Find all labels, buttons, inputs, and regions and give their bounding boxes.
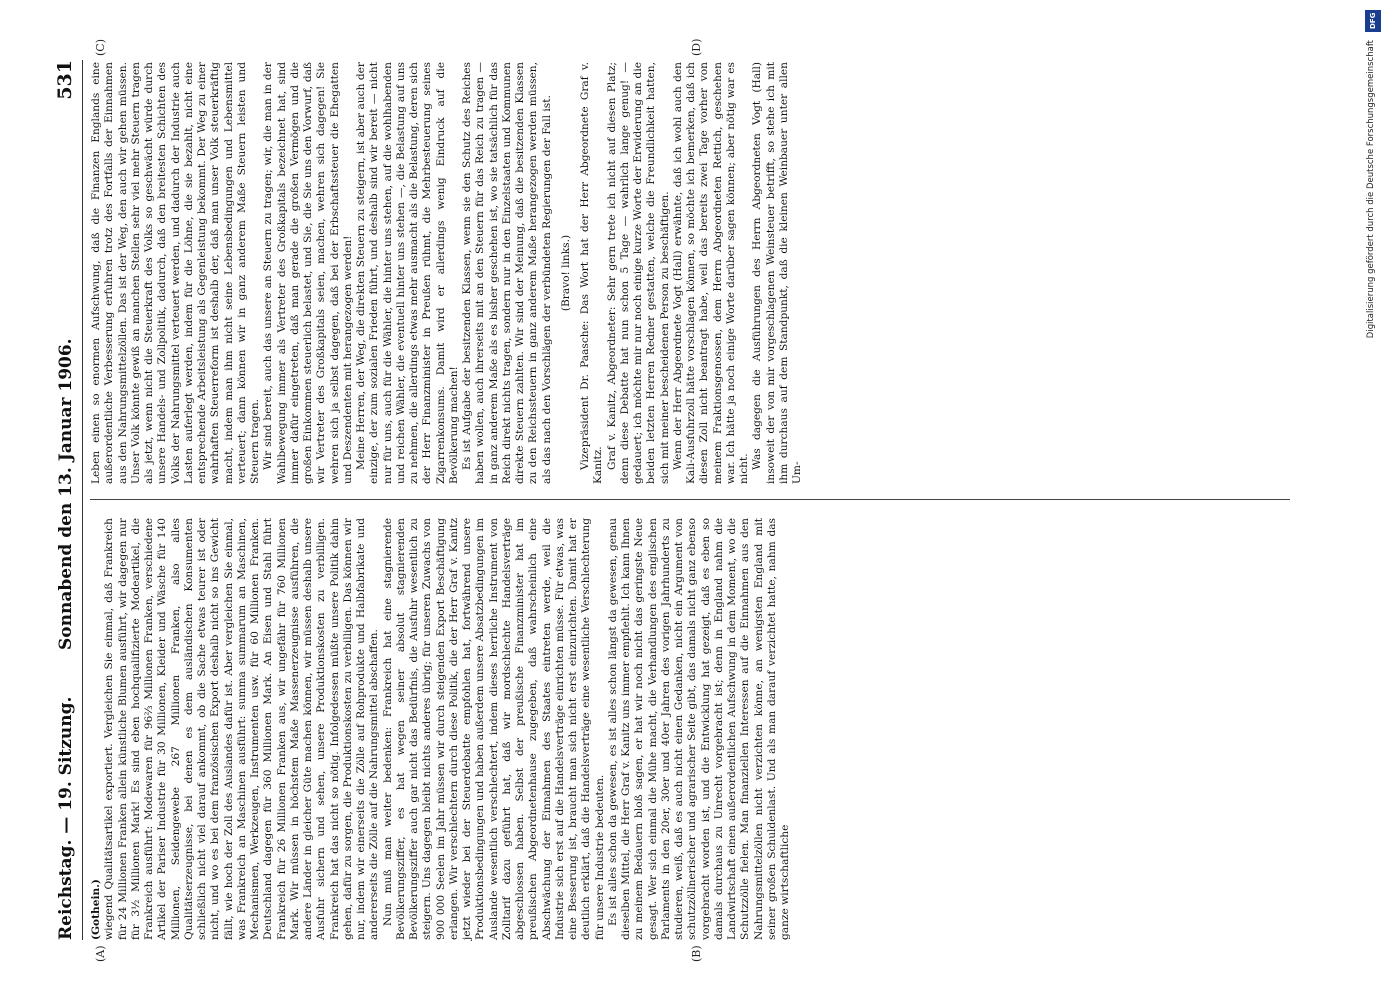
paragraph: Wenn der Herr Abgeordnete Vogt (Hall) erwähnte, daß ich wohl auch den Kali-Ausfuhrzoll hätte vorschlagen können, so möchte ich bemerken, daß ich diesen Zoll nicht beantragt habe, weil das bereits zwei Tage vorher von meinem Fraktionsgenossen, dem Herrn Abgeordneten Rettich, geschehen war. Ich hätte ja noch einige Worte darüber sagen können; aber nötig war es nicht. <box>671 62 750 484</box>
paragraph: Leben einen so enormen Aufschwung, daß die Finanzen Englands eine außerordentliche Verbesserung erfuhren trotz des Fortfalls der Einnahmen aus den Nahrungsmittelzöllen. Das ist der Weg, den auch wir gehen müssen. Unser Volk könnte gewiß an manchen Stellen sehr viel mehr Steuern tragen als jetzt, wenn nicht die Steuerkraft des Volks so geschwächt würde durch unsere Handels- und Zollpolitik, dadurch, daß den breitesten Schichten des Volks der Nahrungsmittel verteuert werden, und dadurch der Industrie auch Lasten auferlegt werden, indem für die Löhne, die sie bezahlt, nicht eine entsprechende Arbeitsleistung als Gegenleistung bekommt. Der Weg zu einer wahrhaften Steuerreform ist deshalb der, daß man unser Volk steuerkräftig macht, indem man ihm nicht seine Lebensbedingungen und Lebensmittel verteuert; dann können wir in ganz anderem Maße Steuern leisten und Steuern tragen. <box>90 62 261 484</box>
column-left <box>90 518 792 940</box>
paragraph: Meine Herren, der Weg, die direkten Steuern zu steigern, ist aber auch der einzige, der zum sozialen Frieden führt, und deshalb sind wir bereit — nicht nur für uns, auch für die Wähler, die hinter uns stehen, auf die wohlhabenden und reichen Wähler, die eventuell hinter uns stehen —, die Belastung auf uns zu nehmen, die allerdings etwas mehr ausmacht als die Belastung, deren sich der Herr Finanzminister in Preußen rühmt, die Mehrbesteuerung seines Zigarrenkonsums. Damit wird er allerdings wenig Eindruck auf die Bevölkerung machen! <box>355 62 460 484</box>
margin-mark-c: (C) <box>94 39 107 56</box>
margin-mark-a: (A) <box>94 945 107 962</box>
page-number: 531 <box>54 60 76 100</box>
paragraph: Es ist Aufgabe der besitzenden Klassen, wenn sie den Schutz des Reiches haben wollen, auch ihrerseits mit an den Steuern für das Reich zu tragen — in ganz anderem Maße als es bisher geschehen ist, wo sie tatsächlich für das Reich direkt nichts tragen, sondern nur in den Einzelstaaten und Kommunen direkte Steuern zahlten. Wir sind der Meinung, daß die besitzenden Klassen zu den Reichssteuern in ganz anderem Maße herangezogen werden müssen, als das nach den Vorschlägen der verbündeten Regierungen der Fall ist. <box>461 62 553 484</box>
header-rule <box>82 60 83 940</box>
paragraph: Wir sind bereit, auch das unsere an Steuern zu tragen; wir, die man in der Wahlbewegung immer als Vertreter des Großkapitals bezeichnet hat, sind immer dafür eingetreten, daß man gerade die großen Vermögen und die großen Einkommen steuerlich belastet, und Sie, die Sie uns den Vorwurf, daß wir Vertreter des Großkapitals seien, machen, wehren sich dagegen! Sie wehren sich ja selbst dagegen, daß bei der Erbschaftssteuer die Ehegatten und Deszendenten mit herangezogen werden! <box>262 62 354 484</box>
paragraph: Es ist alles schon da gewesen, es ist alles schon längst da gewesen, genau dieselben Mittel, die Herr Graf v. Kanitz uns immer empfiehlt. Ich kann Ihnen zu meinem Bedauern bloß sagen, er hat wir noch nicht das geringste Neue gesagt. Wer sich einmal die Mühe macht, die Verhandlungen des englischen Parlaments in den 20er, 30er und 40er Jahren des vorigen Jahrhunderts zu studieren, weiß, daß es auch nicht einen Gedanken, nicht ein Argument von schutzzöllnerischer und agrarischer Seite gibt, das damals nicht ganz ebenso vorgebracht worden ist, und die Entwicklung hat gezeigt, daß es eben so damals durchaus zu Unrecht vorgebracht ist; denn in England nahm die Landwirtschaft einen außerordentlichen Aufschwung in dem Moment, wo die Schutzzölle fielen. Man finanziellen Interessen auf die Einnahmen aus den Nahrungsmittelzöllen nicht verzichten könne, an wenigsten England mit seiner großen Schuldenlast. Und als man darauf verzichtet hatte, nahm das ganze wirtschaftliche <box>606 518 791 940</box>
paragraph: wiegend Qualitätsartikel exportiert. Vergleichen Sie einmal, daß Frankreich für 24 Millionen Franken allein künstliche Blumen ausführt, wir dagegen nur für 3½ Millionen Mark! Es sind eben hochqualifizierte Modeartikel, die Frankreich ausführt: Modewaren für 96⅔ Millionen Franken, verschiedene Artikel der Pariser Industrie für 30 Millionen, Kleider und Wäsche für 140 Millionen, Seidengewebe 267 Millionen Franken, also alles Qualitätserzeugnisse, bei denen es dem ausländischen Konsumenten schließlich nicht viel darauf ankommt, ob die Sache etwas teurer ist oder nicht, und wo es bei dem französischen Export deshalb nicht so ins Gewicht fällt, wie hoch der Zoll des Auslandes dafür ist. Aber vergleichen Sie einmal, was Frankreich an Maschinen ausführt: summa summarum an Maschinen, Mechanismen, Werkzeugen, Instrumenten usw. für 60 Millionen Franken. Deutschland dagegen für 360 Millionen Mark. An Eisen und Stahl führt Frankreich für 26 Millionen Franken aus, wir ungefähr für 760 Millionen Mark. Wir müssen in höchstem Maße Massenerzeugnisse ausführen, die andere Länder in gleicher Güte machen können, wir müssen deshalb unsere Ausfuhr sichern und sehen, unsere Produktionskosten zu verbilligen. Frankreich hat das nicht so nötig. Infolgedessen müßte unsere Politik dahin gehen, dafür zu sorgen, die Produktionskosten zu verbilligen. Das können wir nur, indem wir einerseits die Zölle auf Rohprodukte und Halbfabrikate und andererseits die Zölle auf die Nahrungsmittel abschaffen. <box>103 518 381 940</box>
digitization-credit <box>1365 10 1381 990</box>
running-header <box>50 60 84 940</box>
paragraph: Nun muß man weiter bedenken: Frankreich hat eine stagnierende Bevölkerungsziffer, es hat wegen seiner absolut stagnierenden Bevölkerungsziffer auch gar nicht das Bedürfnis, die Ausfuhr wesentlich zu steigern. Uns dagegen bleibt nichts anderes übrig; für unseren Zuwachs von 900 000 Seelen im Jahr müssen wir durch steigenden Export Beschäftigung erlangen. Wir verschlechtern durch diese Politik, die der Herr Graf v. Kanitz jetzt wieder bei der Steuerdebatte empfohlen hat, fortwährend unsere Produktionsbedingungen und haben außerdem unsere Absatzbedingungen im Auslande wesentlich verschlechtert, indem dieses herrliche Instrument von Zolltarif dazu geführt hat, daß wir mordschlechte Handelsverträge abgeschlossen haben. Selbst der preußische Finanzminister hat im preußischen Abgeordnetenhause zugegeben, daß wahrscheinlich eine Abschwächung der Einnahmen des Staates eintreten werde, weil die Industrie sich erst auf die Handelsverträge einrichten müsse. Für etwas, was eine Besserung ist, braucht man sich nicht erst einzurichten. Damit hat er deutlich erklärt, daß die Handelsverträge eine wesentliche Verschlechterung für unsere Industrie bedeuten. <box>381 518 606 940</box>
speaker-announcement: Vizepräsident Dr. Paasche: Das Wort hat der Herr Abgeordnete Graf v. Kanitz. <box>579 62 605 484</box>
applause-note: (Bravo! links.) <box>559 234 572 312</box>
column-divider <box>90 499 1290 500</box>
paragraph: Graf v. Kanitz, Abgeordneter: Sehr gern trete ich nicht auf diesen Platz; denn diese Debatte hat nun schon 5 Tage — wahrlich lange genug! — gedauert; ich möchte mir nur noch einige kurze Worte der Erwiderung an die beiden letzten Herren Redner gestatten, welche die Freundlichkeit hatten, sich mit meiner bescheidenen Person zu beschäftigen. <box>605 62 671 484</box>
speaker-tag: (Gothein.) <box>90 879 102 940</box>
margin-mark-b: (B) <box>690 945 703 962</box>
newspaper-page <box>50 38 1330 962</box>
dfg-logo: DFG <box>1365 10 1381 32</box>
header-date: Sonnabend den 13. Januar 1906. <box>56 338 76 650</box>
credit-text: Digitalisierung gefördert durch die Deutsche Forschungsgemeinschaft <box>1366 40 1376 339</box>
header-left: Reichstag. — 19. Sitzung. <box>56 696 76 940</box>
column-right <box>90 62 804 484</box>
paragraph: Was dagegen die Ausführungen des Herrn Abgeordneten Vogt (Hall) insoweit der von mir vorgeschlagenen Weinsteuer betrifft, so stehe ich mit ihm durchaus auf dem Standpunkt, daß die kleinen Weinbauer unter allen Um- <box>751 62 803 484</box>
margin-mark-d: (D) <box>690 38 703 56</box>
